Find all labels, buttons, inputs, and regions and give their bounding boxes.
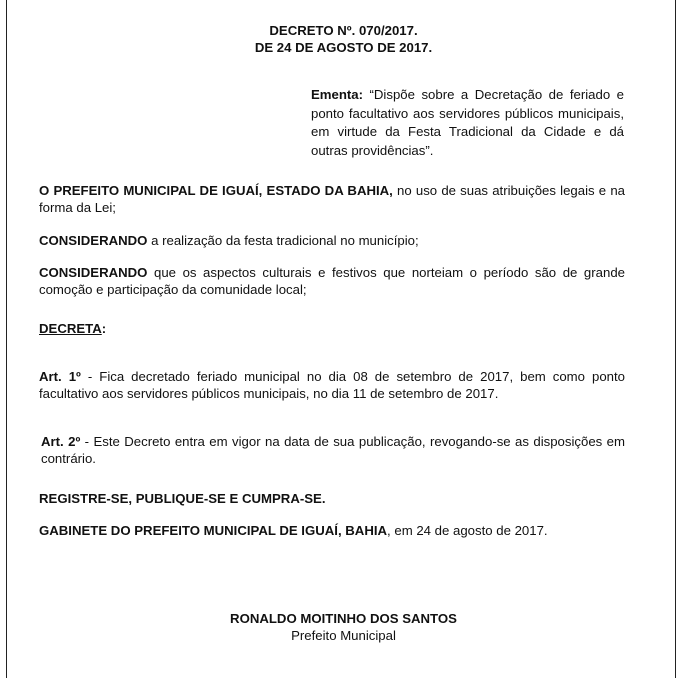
article-1-text: - Fica decretado feriado municipal no dia 08 de setembro de 2017, bem como ponto facultativo aos servidores públicos municipais, no dia 11 de setembro de 2017.	[39, 369, 626, 401]
preamble-text: no uso de suas atribuições legais e na forma da Lei;	[39, 183, 625, 215]
ementa-summary	[311, 86, 624, 160]
article-1-label: Art. 1º	[39, 369, 81, 384]
signatory-role: Prefeito Municipal	[291, 628, 396, 643]
signatory-name: RONALDO MOITINHO DOS SANTOS	[230, 611, 457, 626]
decree-number: DECRETO Nº. 070/2017.	[269, 23, 418, 38]
gabinete-line	[39, 522, 548, 539]
article-2-text: - Este Decreto entra em vigor na data de sua publicação, revogando-se as disposições em contrário.	[41, 434, 625, 466]
considerando-1-text: a realização da festa tradicional no município;	[147, 233, 419, 248]
gabinete-office: GABINETE DO PREFEITO MUNICIPAL DE IGUAÍ, BAHIA	[39, 523, 388, 538]
preamble	[39, 182, 625, 216]
decree-date: DE 24 DE AGOSTO DE 2017.	[254, 40, 433, 55]
decreta-colon: :	[101, 321, 107, 336]
article-1	[39, 368, 625, 402]
registre-clause: REGISTRE-SE, PUBLIQUE-SE E CUMPRA-SE.	[39, 491, 326, 506]
considerando-1-label: CONSIDERANDO	[39, 233, 148, 248]
decreta-heading	[39, 320, 106, 337]
decreta-word: DECRETA	[39, 321, 102, 336]
ementa-text: “Dispõe sobre a Decretação de feriado e ponto facultativo aos servidores públicos municipais, em virtude da Festa Tradicional da Cidade e dá outras providências”.	[311, 87, 624, 158]
considerando-2-text: que os aspectos culturais e festivos que norteiam o período são de grande comoção e participação da comunidade local;	[39, 265, 625, 297]
preamble-authority: O PREFEITO MUNICIPAL DE IGUAÍ, ESTADO DA BAHIA,	[39, 183, 393, 198]
gabinete-date: , em 24 de agosto de 2017.	[387, 523, 548, 538]
considerando-2	[39, 264, 625, 298]
article-2	[41, 433, 625, 467]
ementa-label: Ementa:	[311, 87, 364, 102]
article-2-label: Art. 2º	[41, 434, 81, 449]
considerando-2-label: CONSIDERANDO	[39, 265, 148, 280]
considerando-1	[39, 232, 625, 249]
